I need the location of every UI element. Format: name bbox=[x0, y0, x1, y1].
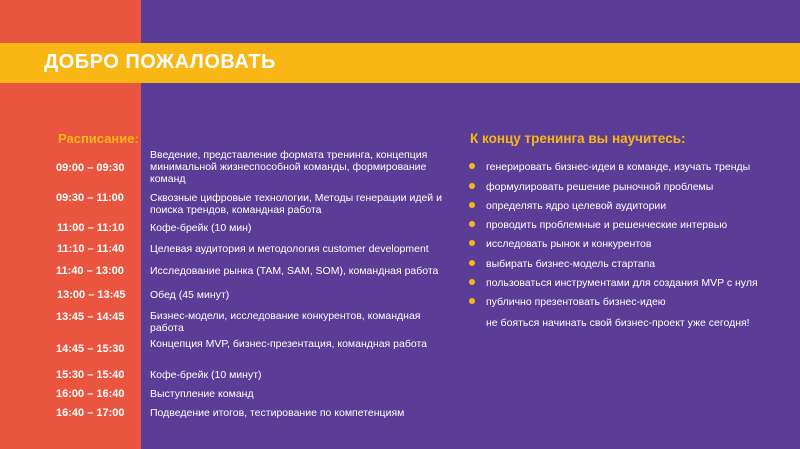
schedule-description: Кофе-брейк (10 мин) bbox=[150, 222, 252, 234]
outcome-item bbox=[469, 277, 758, 289]
bullet-icon bbox=[469, 279, 475, 285]
outcome-text: формулировать решение рыночной проблемы bbox=[486, 181, 714, 193]
outcome-text: генерировать бизнес-идеи в команде, изучать тренды bbox=[486, 161, 751, 173]
outcome-text: проводить проблемные и решенческие интервью bbox=[486, 219, 728, 231]
schedule-time: 11:00 – 11:10 bbox=[57, 222, 125, 234]
outcome-item bbox=[469, 219, 727, 231]
schedule-time: 09:00 – 09:30 bbox=[56, 162, 125, 174]
schedule-time: 09:30 – 11:00 bbox=[56, 192, 124, 204]
schedule-time: 13:45 – 14:45 bbox=[56, 311, 125, 323]
schedule-time: 15:30 – 15:40 bbox=[56, 369, 125, 381]
schedule-time: 16:00 – 16:40 bbox=[56, 388, 125, 400]
outcome-item bbox=[469, 181, 713, 193]
schedule-description: Бизнес-модели, исследование конкурентов, командная работа bbox=[150, 310, 421, 334]
schedule-description: Введение, представление формата тренинга, концепция минимальной жизнеспособной команды, формирование команд bbox=[150, 149, 428, 185]
outcome-text: пользоваться инструментами для создания MVP с нуля bbox=[486, 277, 758, 289]
outcome-item bbox=[469, 200, 666, 212]
bullet-icon bbox=[469, 240, 475, 246]
schedule-description: Обед (45 минут) bbox=[150, 289, 230, 301]
bullet-icon bbox=[469, 260, 475, 266]
outcome-item bbox=[469, 296, 666, 308]
bullet-icon bbox=[469, 298, 475, 304]
bullet-icon bbox=[469, 183, 475, 189]
schedule-description: Целевая аудитория и методология customer development bbox=[150, 243, 429, 255]
schedule-time: 13:00 – 13:45 bbox=[57, 289, 126, 301]
outcome-text: определять ядро целевой аудитории bbox=[486, 200, 667, 212]
schedule-time: 14:45 – 15:30 bbox=[56, 343, 125, 355]
bullet-icon bbox=[469, 221, 475, 227]
outcome-text: публично презентовать бизнес-идею bbox=[486, 296, 666, 308]
outcome-item bbox=[469, 238, 651, 250]
page-title: ДОБРО ПОЖАЛОВАТЬ bbox=[44, 51, 276, 73]
schedule-description: Подведение итогов, тестирование по компетенциям bbox=[150, 407, 405, 419]
schedule-description: Концепция MVP, бизнес-презентация, командная работа bbox=[150, 338, 427, 350]
schedule-time: 16:40 – 17:00 bbox=[56, 407, 125, 419]
outcome-text: выбирать бизнес-модель стартапа bbox=[486, 258, 656, 270]
schedule-heading: Расписание: bbox=[58, 131, 139, 146]
schedule-description: Сквозные цифровые технологии, Методы генерации идей и поиска трендов, командная работа bbox=[150, 192, 442, 216]
schedule-description: Выступление команд bbox=[150, 388, 254, 400]
outcome-text: исследовать рынок и конкурентов bbox=[486, 238, 652, 250]
outcome-closing-text: не бояться начинать свой бизнес-проект уже сегодня! bbox=[486, 317, 750, 329]
outcome-item bbox=[469, 258, 655, 270]
schedule-description: Исследование рынка (TAM, SAM, SOM), командная работа bbox=[150, 265, 439, 277]
schedule-time: 11:10 – 11:40 bbox=[57, 243, 125, 255]
schedule-description: Кофе-брейк (10 минут) bbox=[150, 369, 262, 381]
outcome-item bbox=[469, 161, 750, 173]
outcomes-heading: К концу тренинга вы научитесь: bbox=[470, 131, 686, 146]
bullet-icon bbox=[469, 163, 475, 169]
schedule-time: 11:40 – 13:00 bbox=[56, 265, 124, 277]
bullet-icon bbox=[469, 202, 475, 208]
